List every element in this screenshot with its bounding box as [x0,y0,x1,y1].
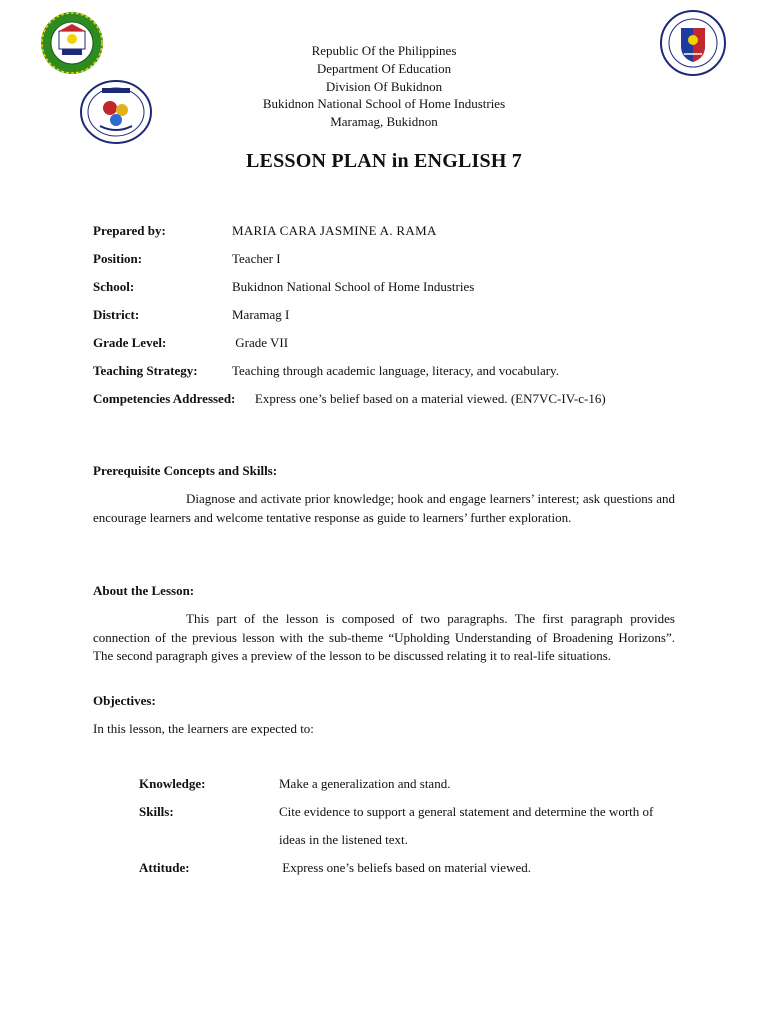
teaching-strategy-label: Teaching Strategy: [93,363,198,378]
district-label: District: [93,307,140,322]
prepared-by-value: MARIA CARA JASMINE A. RAMA [232,223,437,238]
header-department: Department Of Education [316,60,452,76]
header-location: Maramag, Bukidnon [330,114,438,130]
grade-level-label: Grade Level: [93,335,167,350]
objective-item [139,770,684,798]
district-value: Maramag I [232,307,290,322]
info-row [93,278,675,306]
objectives-list [139,770,684,882]
prerequisite-heading: Prerequisite Concepts and Skills: [93,463,278,478]
skills-value: Cite evidence to support a general statement and determine the worth of ideas in the listened text. [279,804,654,847]
header-school: Bukidnon National School of Home Industries [262,96,506,112]
attitude-value: Express one’s beliefs based on material viewed. [279,860,531,875]
objectives-heading: Objectives: [93,693,156,708]
position-label: Position: [93,251,143,266]
document-title: LESSON PLAN in ENGLISH 7 [246,150,522,172]
skills-label: Skills: [139,804,174,819]
school-label: School: [93,279,135,294]
info-row [93,362,675,390]
teaching-strategy-value: Teaching through academic language, literacy, and vocabulary. [232,363,559,378]
info-row [93,222,675,250]
prepared-by-label: Prepared by: [93,223,166,238]
competencies-block [93,390,675,408]
position-value: Teacher I [232,251,281,266]
info-table [93,222,675,390]
competencies-value: Express one’s belief based on a material viewed. (EN7VC-IV-c-16) [254,391,606,406]
objectives-intro: In this lesson, the learners are expected to: [93,721,314,736]
prerequisite-paragraph: Diagnose and activate prior knowledge; hook and engage learners’ interest; ask questions and encourage learners and welcome tentative response as guide to learners’ further exploration. [93,491,675,525]
header-division: Division Of Bukidnon [325,78,443,94]
knowledge-value: Make a generalization and stand. [279,776,451,791]
info-row [93,250,675,278]
objective-item [139,798,684,854]
info-row [93,334,675,362]
competencies-label: Competencies Addressed: [93,391,236,406]
knowledge-label: Knowledge: [139,776,206,791]
letterhead [0,42,768,131]
attitude-label: Attitude: [139,860,190,875]
school-value: Bukidnon National School of Home Industries [232,279,475,294]
about-heading: About the Lesson: [93,583,195,598]
info-row [93,306,675,334]
grade-level-value: Grade VII [232,335,289,350]
header-republic: Republic Of the Philippines [311,43,457,58]
about-paragraph: This part of the lesson is composed of two paragraphs. The first paragraph provides connection of the previous lesson with the sub-theme “Upholding Understanding of Broadening Horizons”. The second paragraph gives a preview of the lesson to be discussed relating it to real-life situations. [93,611,675,663]
objective-item [139,854,684,882]
